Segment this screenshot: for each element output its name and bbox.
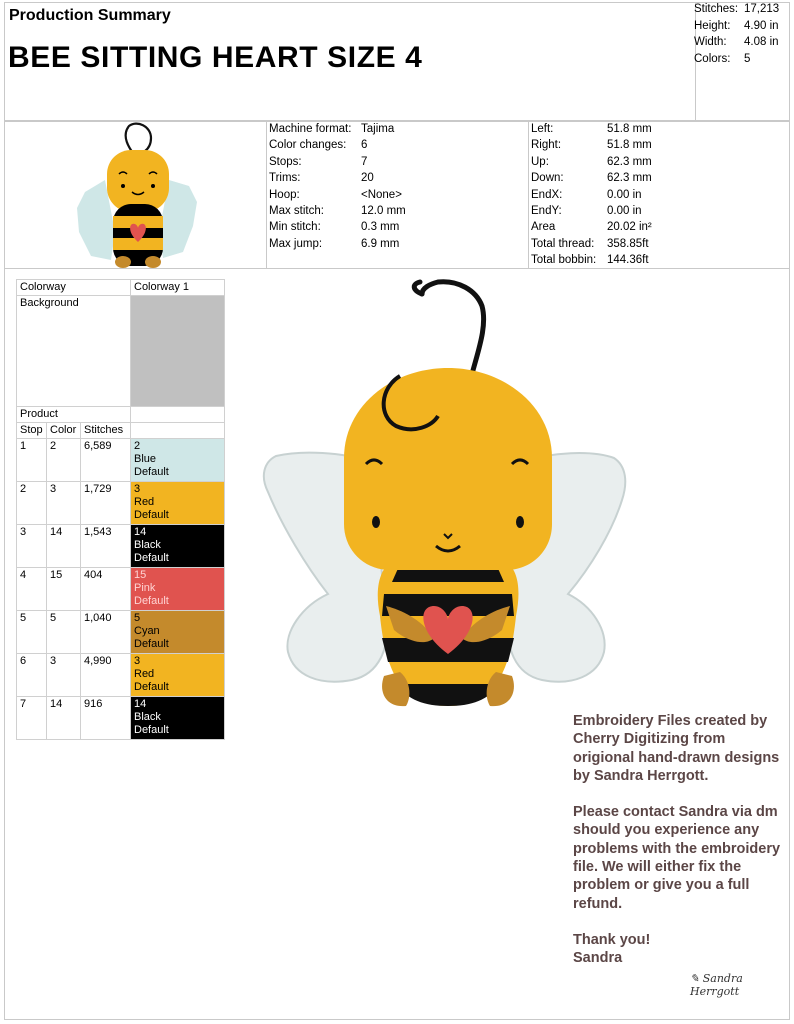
info-value: 6.9 mm [361, 237, 400, 250]
swatch-type: Default [134, 595, 169, 607]
color-swatch [131, 525, 225, 568]
info-value: 62.3 mm [607, 172, 652, 185]
column-header: Stitches [81, 423, 131, 439]
swatch-name: Red [134, 496, 155, 508]
column-header: Color [47, 423, 81, 439]
swatch-type: Default [134, 638, 169, 650]
info-value: 0.3 mm [361, 221, 400, 234]
antenna [422, 282, 484, 382]
swatch-number: 2 [134, 440, 141, 452]
info-label: Up: [531, 155, 549, 168]
info-value: 7 [361, 155, 368, 168]
table-row [17, 697, 225, 740]
info-label: EndX: [531, 188, 563, 201]
info-value: 20 [361, 172, 374, 185]
bee-head [344, 368, 552, 570]
info-label: Color changes: [269, 139, 347, 152]
color-cell: 14 [47, 525, 81, 568]
color-cell: 2 [47, 439, 81, 482]
stat-label: Width: [694, 36, 727, 48]
stitches-cell: 6,589 [81, 439, 131, 482]
stop-cell: 7 [17, 697, 47, 740]
info-label: Max stitch: [269, 205, 324, 217]
color-cell: 3 [47, 482, 81, 525]
stitches-cell: 1,543 [81, 525, 131, 568]
product-cell [131, 407, 225, 423]
background-label: Background [17, 296, 131, 407]
info-value: 0.00 in [607, 188, 642, 201]
info-label: Area [531, 221, 556, 234]
info-value: 12.0 mm [361, 205, 406, 217]
stop-cell: 1 [17, 439, 47, 482]
stat-label: Height: [694, 19, 731, 32]
info-label: Machine format: [269, 123, 352, 135]
info-label: Total bobbin: [531, 254, 597, 267]
swatch-type: Default [134, 509, 169, 521]
info-value: 144.36ft [607, 254, 649, 267]
design-thumbnail [75, 122, 199, 268]
swatch-type: Default [134, 724, 169, 736]
color-swatch [131, 697, 225, 740]
notes [573, 712, 783, 968]
stat-value: 17,213 [744, 3, 780, 15]
report-title: Production Summary [9, 7, 171, 24]
table-row [17, 482, 225, 525]
table-row [17, 439, 225, 482]
header-panel [4, 2, 790, 121]
stitches-cell: 1,040 [81, 611, 131, 654]
info-value: 51.8 mm [607, 139, 652, 152]
stop-cell: 4 [17, 568, 47, 611]
info-label: Trims: [269, 172, 301, 185]
table-row [17, 654, 225, 697]
notes-closing: Thank you! [573, 931, 651, 948]
stitches-cell: 4,990 [81, 654, 131, 697]
colorway-label: Colorway [17, 280, 131, 296]
swatch-number: 3 [134, 483, 141, 495]
colorway-table [16, 279, 225, 740]
signature-text: Sandra Herrgott [690, 972, 743, 998]
info-value: 62.3 mm [607, 155, 652, 168]
swatch-number: 3 [134, 655, 141, 667]
swatch-type: Default [134, 681, 169, 693]
product-label: Product [17, 407, 131, 423]
info-value: 0.00 in [607, 205, 642, 217]
swatch-name: Black [134, 539, 161, 551]
color-swatch [131, 439, 225, 482]
stop-cell: 2 [17, 482, 47, 525]
color-cell: 15 [47, 568, 81, 611]
color-swatch [131, 654, 225, 697]
stitches-cell: 404 [81, 568, 131, 611]
table-row [17, 611, 225, 654]
stat-value: 5 [744, 52, 751, 65]
column-header-empty [131, 423, 225, 439]
info-label: Stops: [269, 155, 302, 168]
swatch-name: Pink [134, 582, 156, 594]
stitches-cell: 916 [81, 697, 131, 740]
info-value: 358.85ft [607, 237, 649, 250]
column-header: Stop [17, 423, 47, 439]
swatch-type: Default [134, 466, 169, 478]
swatch-name: Cyan [134, 625, 160, 637]
swatch-name: Blue [134, 453, 157, 465]
stat-label: Stitches: [694, 3, 739, 15]
stop-cell: 5 [17, 611, 47, 654]
swatch-name: Red [134, 668, 155, 680]
swatch-number: 5 [134, 612, 141, 624]
signature [690, 972, 794, 998]
info-label: Total thread: [531, 237, 595, 250]
info-value: <None> [361, 188, 402, 201]
table-row [17, 525, 225, 568]
swatch-name: Black [134, 711, 161, 723]
info-label: Left: [531, 123, 554, 135]
info-label: Min stitch: [269, 221, 321, 234]
stop-rows [17, 439, 225, 740]
background-swatch [131, 296, 225, 407]
color-swatch [131, 568, 225, 611]
swatch-type: Default [134, 552, 169, 564]
design-name: BEE SITTING HEART SIZE 4 [8, 41, 423, 74]
design-preview [262, 276, 628, 712]
info-label: Hoop: [269, 188, 300, 201]
stat-value: 4.90 in [744, 19, 779, 32]
color-swatch [131, 611, 225, 654]
stitches-cell: 1,729 [81, 482, 131, 525]
notes-name: Sandra [573, 950, 623, 967]
table-row [17, 568, 225, 611]
color-swatch [131, 482, 225, 525]
info-label: Down: [531, 172, 564, 185]
info-label: Max jump: [269, 237, 323, 250]
swatch-number: 14 [134, 698, 147, 710]
notes-paragraph: Embroidery Files created by Cherry Digitizing from origional hand-drawn designs by Sandra Herrgott. [573, 713, 780, 784]
info-value: 6 [361, 139, 368, 152]
stat-label: Colors: [694, 52, 731, 65]
thumb-head [107, 150, 169, 212]
info-divider [266, 122, 267, 268]
stat-value: 4.08 in [744, 36, 779, 48]
color-cell: 3 [47, 654, 81, 697]
notes-paragraph: Please contact Sandra via dm should you experience any problems with the embroidery file. We will either fix the problem or give you a full refund. [573, 804, 781, 912]
stop-cell: 6 [17, 654, 47, 697]
info-value: 20.02 in² [607, 221, 652, 234]
swatch-number: 14 [134, 526, 147, 538]
swatch-number: 15 [134, 569, 147, 581]
stop-cell: 3 [17, 525, 47, 568]
signature-icon: ✎ [690, 972, 700, 985]
info-label: EndY: [531, 205, 562, 217]
info-divider [528, 122, 529, 268]
colorway-name: Colorway 1 [131, 280, 225, 296]
color-cell: 14 [47, 697, 81, 740]
info-value: Tajima [361, 123, 395, 135]
info-label: Right: [531, 139, 562, 152]
info-value: 51.8 mm [607, 123, 652, 135]
color-cell: 5 [47, 611, 81, 654]
